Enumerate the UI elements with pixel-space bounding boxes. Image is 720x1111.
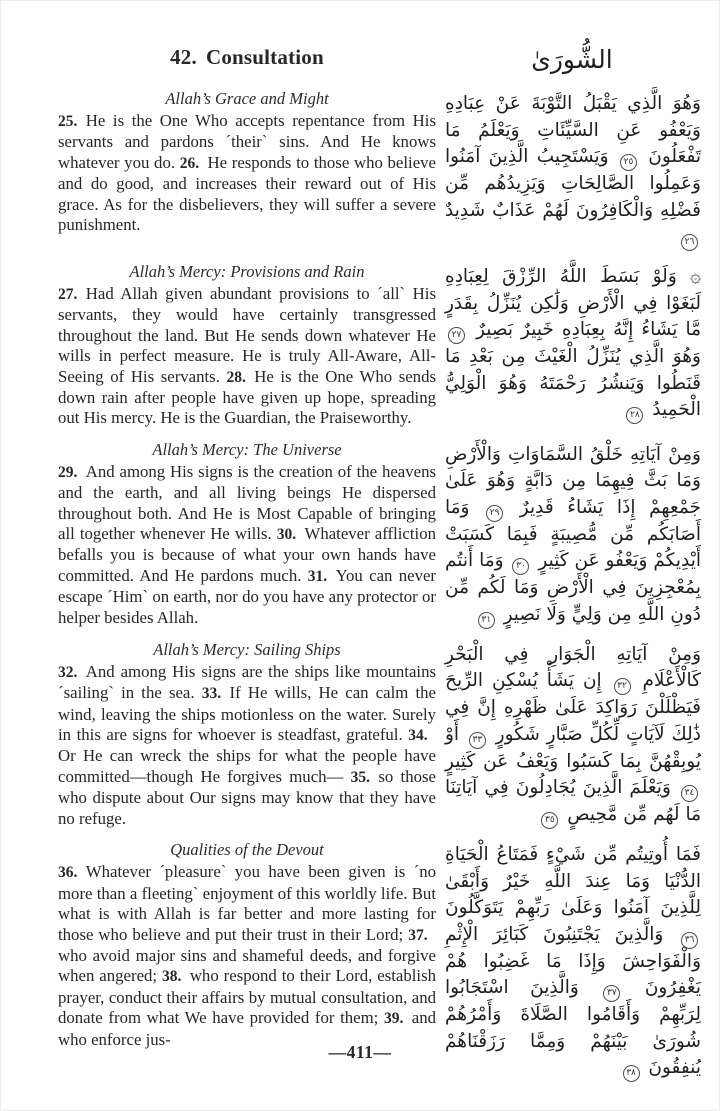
verse-number: 39. <box>384 1010 404 1028</box>
verse-number: 25. <box>58 113 78 130</box>
english-text: 36. Whatever ´pleasure` you have been given is ´no more than a fleeting` enjoyment of this worldly life. But what is with Allah is far better and more lasting for those who believe and put their trust in their Lord; 37. who avoid major sins and shameful deeds, and forgive when angered; 38. who respond to their Lord, establish prayer, conduct their affairs by mutual consultation, and donate from what We have provided for them; 39. and who enforce jus- <box>58 862 436 1049</box>
english-text: 32. And among His signs are the ships like mountains ´sailing` in the sea. 33. If He wills, He can calm the wind, leaving the ships motionless on the water. Surely in this are signs for whoever is steadfast, grateful. 34. Or He can wreck the ships for what the people have committed—though He forgives much— 35. so those who dispute about Our signs may know that they have no refuge. <box>58 661 436 828</box>
english-text: 29. And among His signs is the creation of the heavens and the earth, and all living beings He dispersed throughout both. And He is Most Capable of bringing all together whenever He wills. 30. Whatever affliction befalls you is because of what your own hands have committed. And He pardons much. 31. You can never escape ´Him` on earth, nor do you have any protector or helper besides Allah. <box>58 461 437 627</box>
ayah-marker: ٢٩ <box>486 505 503 522</box>
verse-number: 33. <box>201 685 222 703</box>
ayah-marker: ٢٥ <box>620 154 637 171</box>
arabic-text: وَمِنْ آيَاتِهِ خَلْقُ السَّمَاوَاتِ وَالْأَرْضِ وَمَا بَثَّ فِيهِمَا مِن دَابَّةٍ وَهُوَ عَلَىٰ جَمْعِهِمْ إِذَا يَشَاءُ قَدِيرٌ ٢٩ وَمَا أَصَابَكُم مِّن مُّصِيبَةٍ فَبِمَا كَسَبَتْ أَيْدِيكُمْ وَيَعْفُو عَن كَثِيرٍ ٣٠ وَمَا أَنتُم بِمُعْجِزِينَ فِي الْأَرْضِ وَمَا لَكُم مِّن دُونِ اللَّهِ مِن وَلِيٍّ وَلَا نَصِيرٍ ٣١ <box>445 442 701 629</box>
page-inner <box>1 1 719 1082</box>
section-heading: Allah’s Mercy: Provisions and Rain <box>129 262 365 281</box>
ayah-marker: ٣٠ <box>512 558 529 575</box>
ayah-marker: ٣٢ <box>614 678 631 695</box>
section <box>58 440 701 629</box>
surah-header <box>58 45 701 75</box>
verse-number: 27. <box>58 286 78 303</box>
page-number: —411— <box>328 1042 392 1062</box>
verse-number: 37. <box>408 926 428 944</box>
english-text: 27. Had Allah given abundant provisions to ´all` His servants, they would have certainly transgressed throughout the land. But He sends down whatever He wills in perfect measure. He is truly All-Aware, All-Seeing of His servants. 28. He is the One Who sends down rain after people have given up hope, spreading out His mercy. He is the Guardian, the Praiseworthy. <box>58 284 436 428</box>
surah-title-english <box>58 45 436 70</box>
ayah-marker: ٣٧ <box>603 985 620 1002</box>
ayah-marker: ٣٨ <box>623 1065 640 1082</box>
arabic-text: ۞ وَلَوْ بَسَطَ اللَّهُ الرِّزْقَ لِعِبَادِهِ لَبَغَوْا فِي الْأَرْضِ وَلَٰكِن يُنَزِّلُ بِقَدَرٍ مَّا يَشَاءُ إِنَّهُ بِعِبَادِهِ خَبِيرٌ بَصِيرٌ ٢٧ وَهُوَ الَّذِي يُنَزِّلُ الْغَيْثَ مِن بَعْدِ مَا قَنَطُوا وَيَنشُرُ رَحْمَتَهُ وَهُوَ الْوَلِيُّ الْحَمِيدُ ٢٨ <box>445 264 701 424</box>
arabic-text: وَمِنْ آيَاتِهِ الْجَوَارِ فِي الْبَحْرِ كَالْأَعْلَامِ ٣٢ إِن يَشَأْ يُسْكِنِ الرِّيحَ فَيَظْلَلْنَ رَوَاكِدَ عَلَىٰ ظَهْرِهِ إِنَّ فِي ذَٰلِكَ لَآيَاتٍ لِّكُلِّ صَبَّارٍ شَكُورٍ ٣٣ أَوْ يُوبِقْهُنَّ بِمَا كَسَبُوا وَيَعْفُ عَن كَثِيرٍ ٣٤ وَيَعْلَمَ الَّذِينَ يُجَادِلُونَ فِي آيَاتِنَا مَا لَهُم مِّن مَّحِيصٍ ٣٥ <box>445 642 701 830</box>
ayah-marker: ٣٥ <box>541 812 558 829</box>
section <box>58 640 701 830</box>
verse-number: 32. <box>58 663 78 681</box>
verse-number: 26. <box>179 154 200 172</box>
ayah-marker: ٢٨ <box>626 407 643 424</box>
section-heading: Qualities of the Devout <box>170 840 324 860</box>
section-heading: Allah’s Mercy: The Universe <box>152 439 342 459</box>
ayah-marker: ٣٣ <box>469 732 486 749</box>
english-column <box>58 640 436 829</box>
verse-number: 31. <box>307 567 328 585</box>
section-heading: Allah’s Mercy: Sailing Ships <box>153 639 341 659</box>
section <box>58 89 701 251</box>
arabic-column <box>445 440 701 629</box>
surah-name: Consultation <box>205 45 324 69</box>
verse-number: 36. <box>58 864 78 882</box>
english-text: 25. He is the One Who accepts repentance from His servants and pardons ´their` sins. And He knows whatever you do. 26. He responds to those who believe and do good, and increases their reward out of His grace. As for the disbelievers, they will suffer a severe punishment. <box>58 111 436 235</box>
arabic-text: وَهُوَ الَّذِي يَقْبَلُ التَّوْبَةَ عَنْ عِبَادِهِ وَيَعْفُو عَنِ السَّيِّئَاتِ وَيَعْلَمُ مَا تَفْعَلُونَ ٢٥ وَيَسْتَجِيبُ الَّذِينَ آمَنُوا وَعَمِلُوا الصَّالِحَاتِ وَيَزِيدُهُم مِّن فَضْلِهِ وَالْكَافِرُونَ لَهُمْ عَذَابٌ شَدِيدٌ ٢٦ <box>445 91 701 251</box>
ayah-marker: ٣٦ <box>681 932 698 949</box>
verse-number: 35. <box>350 768 370 786</box>
surah-number: 42. <box>170 45 197 69</box>
section-heading: Allah’s Grace and Might <box>165 89 329 108</box>
ayah-marker: ٣٤ <box>681 785 698 802</box>
ayah-marker: ٣١ <box>478 612 495 629</box>
arabic-column <box>445 89 701 251</box>
arabic-text: فَمَا أُوتِيتُم مِّن شَيْءٍ فَمَتَاعُ الْحَيَاةِ الدُّنْيَا وَمَا عِندَ اللَّهِ خَيْرٌ وَأَبْقَىٰ لِلَّذِينَ آمَنُوا وَعَلَىٰ رَبِّهِمْ يَتَوَكَّلُونَ ٣٦ وَالَّذِينَ يَجْتَنِبُونَ كَبَائِرَ الْإِثْمِ وَالْفَوَاحِشَ وَإِذَا مَا غَضِبُوا هُمْ يَغْفِرُونَ ٣٧ وَالَّذِينَ اسْتَجَابُوا لِرَبِّهِمْ وَأَقَامُوا الصَّلَاةَ وَأَمْرُهُمْ شُورَىٰ بَيْنَهُمْ وَمِمَّا رَزَقْنَاهُمْ يُنفِقُونَ ٣٨ <box>445 842 701 1082</box>
verse-number: 28. <box>226 368 246 386</box>
page-content <box>58 89 701 1082</box>
arabic-column <box>445 262 701 424</box>
english-column <box>58 262 436 429</box>
english-column <box>58 840 436 1050</box>
verse-number: 30. <box>276 526 297 544</box>
english-column <box>58 440 436 628</box>
ayah-marker: ٢٧ <box>448 327 465 344</box>
verse-number: 34. <box>408 727 428 745</box>
surah-title-arabic: الشُّورَىٰ <box>531 45 613 74</box>
ayah-marker: ٢٦ <box>681 234 698 251</box>
section <box>58 262 701 429</box>
verse-number: 29. <box>58 463 78 481</box>
verse-number: 38. <box>162 968 182 986</box>
arabic-column <box>445 640 701 830</box>
english-column <box>58 89 436 235</box>
